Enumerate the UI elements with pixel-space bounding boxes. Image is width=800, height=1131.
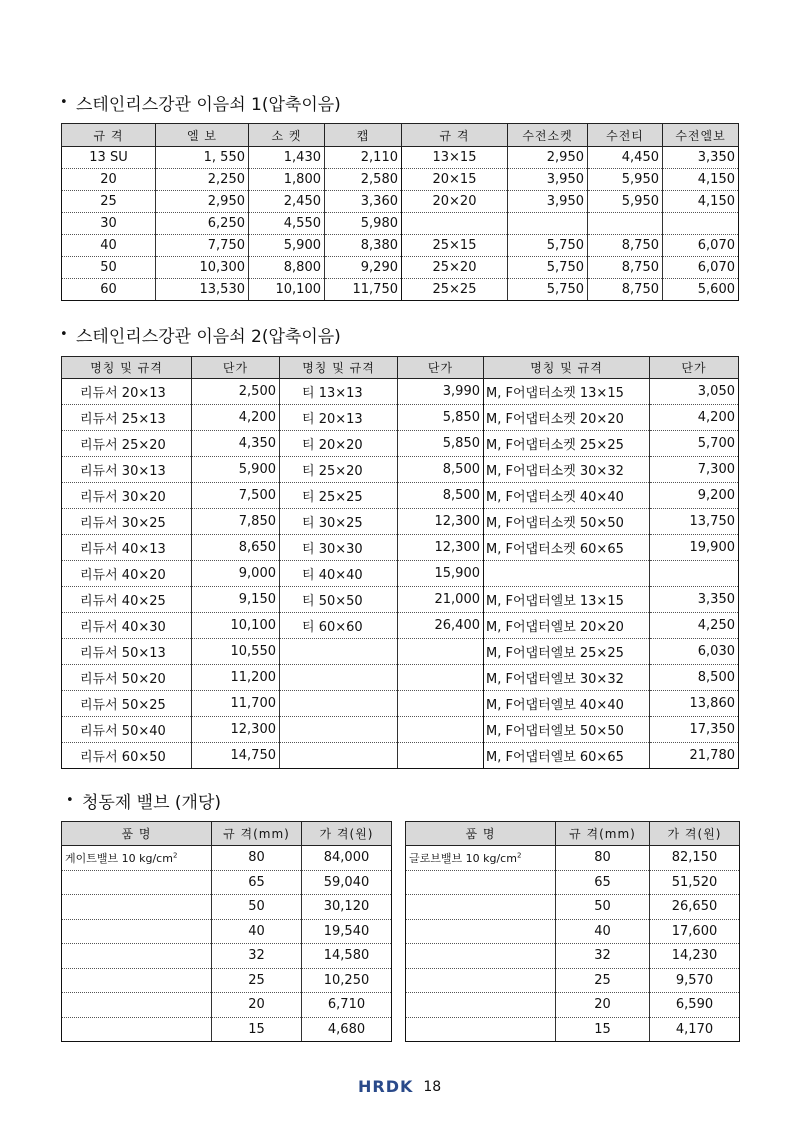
table-cell: M, F어댑터소켓 50×50 xyxy=(484,509,650,535)
table-cell: 6,030 xyxy=(650,639,739,665)
table-cell: 8,500 xyxy=(398,483,484,509)
table-cell: 25×15 xyxy=(402,235,508,257)
table-cell: 5,750 xyxy=(508,257,588,279)
valve-name-cell xyxy=(62,895,212,920)
table-cell: 17,350 xyxy=(650,717,739,743)
bullet-icon: • xyxy=(66,793,74,808)
table-row xyxy=(406,846,740,871)
section1-heading xyxy=(60,90,341,115)
table-cell: 티 25×20 xyxy=(280,457,398,483)
table-row xyxy=(406,968,740,993)
valve-name-cell xyxy=(406,993,556,1018)
table-cell xyxy=(280,665,398,691)
table-cell: M, F어댑터엘보 60×65 xyxy=(484,743,650,769)
table-row xyxy=(62,279,739,301)
table-cell xyxy=(484,561,650,587)
table-cell: 4,550 xyxy=(249,213,325,235)
globe-valve-table xyxy=(405,821,740,1042)
table-row xyxy=(62,213,739,235)
size-cell: 25 xyxy=(212,968,302,993)
table-cell: 30 xyxy=(62,213,156,235)
table-row xyxy=(62,587,739,613)
column-header: 캡 xyxy=(325,124,402,147)
table-cell: 8,650 xyxy=(192,535,280,561)
table-cell: 4,150 xyxy=(663,191,739,213)
column-header: 단가 xyxy=(650,357,739,379)
table-cell: 리듀서 20×13 xyxy=(62,379,192,405)
table-cell xyxy=(398,639,484,665)
table-row xyxy=(406,919,740,944)
table-row xyxy=(62,613,739,639)
size-cell: 15 xyxy=(212,1017,302,1042)
table-cell: 티 25×25 xyxy=(280,483,398,509)
table-cell: 8,380 xyxy=(325,235,402,257)
table-cell: 티 13×13 xyxy=(280,379,398,405)
valve-name-cell xyxy=(406,1017,556,1042)
table-cell: 1,430 xyxy=(249,147,325,169)
price-cell: 14,230 xyxy=(650,944,740,969)
table-row xyxy=(62,257,739,279)
table-cell: 6,070 xyxy=(663,257,739,279)
table-row xyxy=(62,1017,392,1042)
table-cell: 5,850 xyxy=(398,405,484,431)
table-cell: 5,900 xyxy=(249,235,325,257)
unit-superscript: 2 xyxy=(516,851,522,860)
table-cell: 리듀서 25×13 xyxy=(62,405,192,431)
table-cell: 10,100 xyxy=(192,613,280,639)
table-cell: M, F어댑터소켓 30×32 xyxy=(484,457,650,483)
price-cell: 4,680 xyxy=(302,1017,392,1042)
valve-name-cell xyxy=(62,944,212,969)
table-cell: 5,850 xyxy=(398,431,484,457)
table-row xyxy=(406,993,740,1018)
table-cell: 9,000 xyxy=(192,561,280,587)
table-row xyxy=(62,993,392,1018)
table-cell: 25×20 xyxy=(402,257,508,279)
table-cell xyxy=(398,665,484,691)
table-row xyxy=(406,895,740,920)
table-cell: 8,500 xyxy=(650,665,739,691)
table-cell: 티 40×40 xyxy=(280,561,398,587)
table-cell: 리듀서 50×40 xyxy=(62,717,192,743)
table-cell: 2,950 xyxy=(156,191,249,213)
valve-name-cell xyxy=(62,968,212,993)
table-cell: M, F어댑터엘보 40×40 xyxy=(484,691,650,717)
table-cell: 2,250 xyxy=(156,169,249,191)
table-cell: 1, 550 xyxy=(156,147,249,169)
table-row xyxy=(62,431,739,457)
page-number: 18 xyxy=(423,1078,442,1095)
table-row xyxy=(406,1017,740,1042)
size-cell: 20 xyxy=(212,993,302,1018)
table-cell: 5,750 xyxy=(508,235,588,257)
section3-title: 청동제 밸브 (개당) xyxy=(82,793,222,813)
table-row xyxy=(62,743,739,769)
size-cell: 65 xyxy=(556,870,650,895)
column-header: 소 켓 xyxy=(249,124,325,147)
table-cell: M, F어댑터소켓 13×15 xyxy=(484,379,650,405)
table-cell: 리듀서 40×30 xyxy=(62,613,192,639)
size-cell: 40 xyxy=(212,919,302,944)
table-cell: 13×15 xyxy=(402,147,508,169)
price-cell: 14,580 xyxy=(302,944,392,969)
table-cell: 20×15 xyxy=(402,169,508,191)
table-row xyxy=(62,968,392,993)
table-cell: 25 xyxy=(62,191,156,213)
table-cell: 6,250 xyxy=(156,213,249,235)
column-header: 단가 xyxy=(398,357,484,379)
table-cell: 5,700 xyxy=(650,431,739,457)
table-row xyxy=(62,639,739,665)
table-cell: 티 50×50 xyxy=(280,587,398,613)
table-cell: 4,200 xyxy=(192,405,280,431)
table-cell: 7,300 xyxy=(650,457,739,483)
table-cell: 리듀서 30×13 xyxy=(62,457,192,483)
table-cell: 19,900 xyxy=(650,535,739,561)
valve-name-cell xyxy=(62,993,212,1018)
table-cell: 리듀서 25×20 xyxy=(62,431,192,457)
table-cell: 9,290 xyxy=(325,257,402,279)
table-cell: M, F어댑터소켓 20×20 xyxy=(484,405,650,431)
table-cell: 티 30×25 xyxy=(280,509,398,535)
page-footer xyxy=(358,1077,441,1096)
column-header: 수전엘보 xyxy=(663,124,739,147)
column-header: 규 격 xyxy=(62,124,156,147)
valve-name-cell xyxy=(62,870,212,895)
table-cell xyxy=(663,213,739,235)
table-cell: 리듀서 40×13 xyxy=(62,535,192,561)
unit-superscript: 2 xyxy=(172,851,178,860)
table-cell: 20×20 xyxy=(402,191,508,213)
table-cell: 8,800 xyxy=(249,257,325,279)
table-row xyxy=(62,919,392,944)
table-cell: 13 SU xyxy=(62,147,156,169)
column-header: 수전소켓 xyxy=(508,124,588,147)
column-header: 단가 xyxy=(192,357,280,379)
section2-heading xyxy=(60,322,341,347)
table-cell xyxy=(398,717,484,743)
price-cell: 9,570 xyxy=(650,968,740,993)
table-cell: 2,450 xyxy=(249,191,325,213)
table-cell: 4,250 xyxy=(650,613,739,639)
table-cell: 60 xyxy=(62,279,156,301)
table-cell: 리듀서 30×20 xyxy=(62,483,192,509)
table-cell: 3,350 xyxy=(663,147,739,169)
table-cell: 20 xyxy=(62,169,156,191)
size-cell: 80 xyxy=(556,846,650,871)
table-row xyxy=(62,169,739,191)
table-cell: 10,100 xyxy=(249,279,325,301)
size-cell: 15 xyxy=(556,1017,650,1042)
table-cell xyxy=(280,691,398,717)
table-row xyxy=(62,483,739,509)
table-cell: 5,600 xyxy=(663,279,739,301)
table-row xyxy=(62,691,739,717)
table-cell: 리듀서 60×50 xyxy=(62,743,192,769)
table-row xyxy=(406,870,740,895)
table-cell: 리듀서 50×25 xyxy=(62,691,192,717)
table-cell: 7,500 xyxy=(192,483,280,509)
size-cell: 50 xyxy=(556,895,650,920)
table-cell xyxy=(280,639,398,665)
table-cell: 5,900 xyxy=(192,457,280,483)
table-cell: 티 20×20 xyxy=(280,431,398,457)
bullet-icon: • xyxy=(60,327,68,342)
price-cell: 51,520 xyxy=(650,870,740,895)
table-row xyxy=(62,191,739,213)
table-cell: 리듀서 30×25 xyxy=(62,509,192,535)
table-cell: 티 30×30 xyxy=(280,535,398,561)
valve-name-cell xyxy=(406,870,556,895)
table-row xyxy=(62,870,392,895)
price-cell: 30,120 xyxy=(302,895,392,920)
bullet-icon: • xyxy=(60,95,68,110)
table-row xyxy=(62,717,739,743)
table-cell: 3,990 xyxy=(398,379,484,405)
table-cell: 9,200 xyxy=(650,483,739,509)
table-cell xyxy=(398,743,484,769)
table-cell: 25×25 xyxy=(402,279,508,301)
section2-title: 스테인리스강관 이음쇠 2(압축이음) xyxy=(76,327,341,347)
table-cell: 12,300 xyxy=(192,717,280,743)
table-row xyxy=(62,846,392,871)
table-row xyxy=(62,561,739,587)
table-cell: 21,780 xyxy=(650,743,739,769)
table-cell: M, F어댑터엘보 30×32 xyxy=(484,665,650,691)
size-cell: 40 xyxy=(556,919,650,944)
table-cell: 9,150 xyxy=(192,587,280,613)
table-cell: 3,950 xyxy=(508,169,588,191)
column-header: 명칭 및 규격 xyxy=(280,357,398,379)
price-cell: 10,250 xyxy=(302,968,392,993)
size-cell: 32 xyxy=(212,944,302,969)
hrdk-logo: HRDK xyxy=(358,1077,414,1096)
table-cell: 5,980 xyxy=(325,213,402,235)
table-cell: 12,300 xyxy=(398,535,484,561)
table-cell: 5,950 xyxy=(588,169,663,191)
table-cell xyxy=(650,561,739,587)
table-cell: 26,400 xyxy=(398,613,484,639)
table-cell: 7,750 xyxy=(156,235,249,257)
table-cell: 5,950 xyxy=(588,191,663,213)
table-cell: 13,750 xyxy=(650,509,739,535)
column-header: 규 격(mm) xyxy=(212,822,302,846)
table-cell: M, F어댑터소켓 60×65 xyxy=(484,535,650,561)
table-cell: 8,500 xyxy=(398,457,484,483)
valve-name-cell xyxy=(62,1017,212,1042)
table-row xyxy=(62,665,739,691)
column-header: 품 명 xyxy=(62,822,212,846)
valve-name-cell xyxy=(62,919,212,944)
column-header: 가 격(원) xyxy=(650,822,740,846)
table-cell: 40 xyxy=(62,235,156,257)
table-cell: 7,850 xyxy=(192,509,280,535)
fittings1-table xyxy=(61,123,739,301)
table-cell xyxy=(280,743,398,769)
table-cell: 2,110 xyxy=(325,147,402,169)
table-cell: 6,070 xyxy=(663,235,739,257)
table-cell: 리듀서 50×20 xyxy=(62,665,192,691)
section1-title: 스테인리스강관 이음쇠 1(압축이음) xyxy=(76,95,341,115)
table-cell xyxy=(402,213,508,235)
table-cell xyxy=(280,717,398,743)
table-cell: 15,900 xyxy=(398,561,484,587)
size-cell: 32 xyxy=(556,944,650,969)
table-row xyxy=(62,147,739,169)
table-cell: 3,350 xyxy=(650,587,739,613)
price-cell: 6,590 xyxy=(650,993,740,1018)
table-cell: 10,300 xyxy=(156,257,249,279)
table-cell: 1,800 xyxy=(249,169,325,191)
table-cell: 티 20×13 xyxy=(280,405,398,431)
fittings2-table xyxy=(61,356,739,769)
table-cell xyxy=(508,213,588,235)
table-cell: 21,000 xyxy=(398,587,484,613)
table-cell: 리듀서 50×13 xyxy=(62,639,192,665)
column-header: 규 격 xyxy=(402,124,508,147)
table-cell: M, F어댑터소켓 25×25 xyxy=(484,431,650,457)
table-cell: 11,700 xyxy=(192,691,280,717)
table-cell: 8,750 xyxy=(588,235,663,257)
table-cell: 11,750 xyxy=(325,279,402,301)
section3-heading xyxy=(66,788,221,813)
size-cell: 20 xyxy=(556,993,650,1018)
table-cell: 4,200 xyxy=(650,405,739,431)
column-header: 규 격(mm) xyxy=(556,822,650,846)
price-cell: 17,600 xyxy=(650,919,740,944)
table-row xyxy=(62,509,739,535)
table-cell: 2,580 xyxy=(325,169,402,191)
table-cell: 12,300 xyxy=(398,509,484,535)
column-header: 엘 보 xyxy=(156,124,249,147)
price-cell: 19,540 xyxy=(302,919,392,944)
table-cell: 11,200 xyxy=(192,665,280,691)
valve-name-cell xyxy=(406,944,556,969)
price-cell: 4,170 xyxy=(650,1017,740,1042)
table-cell: 티 60×60 xyxy=(280,613,398,639)
table-cell: M, F어댑터엘보 20×20 xyxy=(484,613,650,639)
gate-valve-table xyxy=(61,821,392,1042)
size-cell: 65 xyxy=(212,870,302,895)
table-cell: M, F어댑터엘보 25×25 xyxy=(484,639,650,665)
column-header: 명칭 및 규격 xyxy=(484,357,650,379)
column-header: 명칭 및 규격 xyxy=(62,357,192,379)
table-row xyxy=(406,944,740,969)
table-cell: 10,550 xyxy=(192,639,280,665)
table-cell: M, F어댑터엘보 13×15 xyxy=(484,587,650,613)
table-row xyxy=(62,379,739,405)
size-cell: 50 xyxy=(212,895,302,920)
table-cell: 3,360 xyxy=(325,191,402,213)
table-cell: 리듀서 40×25 xyxy=(62,587,192,613)
table-row xyxy=(62,235,739,257)
valve-name-cell: 게이트밸브 10 $kg/cm^2$ xyxy=(62,846,212,871)
price-cell: 59,040 xyxy=(302,870,392,895)
table-row xyxy=(62,535,739,561)
valve-name-cell xyxy=(406,895,556,920)
valve-name-cell xyxy=(406,968,556,993)
table-cell: 13,860 xyxy=(650,691,739,717)
table-cell: 4,450 xyxy=(588,147,663,169)
table-cell xyxy=(588,213,663,235)
price-cell: 84,000 xyxy=(302,846,392,871)
table-cell: 13,530 xyxy=(156,279,249,301)
size-cell: 25 xyxy=(556,968,650,993)
price-cell: 82,150 xyxy=(650,846,740,871)
price-cell: 26,650 xyxy=(650,895,740,920)
column-header: 품 명 xyxy=(406,822,556,846)
size-cell: 80 xyxy=(212,846,302,871)
table-cell: 리듀서 40×20 xyxy=(62,561,192,587)
table-cell: 14,750 xyxy=(192,743,280,769)
table-cell: 50 xyxy=(62,257,156,279)
table-cell: 3,050 xyxy=(650,379,739,405)
table-cell: 4,150 xyxy=(663,169,739,191)
table-row xyxy=(62,944,392,969)
table-row xyxy=(62,895,392,920)
table-cell: 2,950 xyxy=(508,147,588,169)
table-cell: 8,750 xyxy=(588,257,663,279)
valve-name-cell: 글로브밸브 10 $kg/cm^2$ xyxy=(406,846,556,871)
table-cell: M, F어댑터소켓 40×40 xyxy=(484,483,650,509)
table-cell: M, F어댑터엘보 50×50 xyxy=(484,717,650,743)
table-cell: 5,750 xyxy=(508,279,588,301)
price-cell: 6,710 xyxy=(302,993,392,1018)
table-cell: 8,750 xyxy=(588,279,663,301)
column-header: 수전티 xyxy=(588,124,663,147)
table-cell: 4,350 xyxy=(192,431,280,457)
table-cell xyxy=(398,691,484,717)
column-header: 가 격(원) xyxy=(302,822,392,846)
table-cell: 3,950 xyxy=(508,191,588,213)
valve-name-cell xyxy=(406,919,556,944)
table-row xyxy=(62,405,739,431)
table-cell: 2,500 xyxy=(192,379,280,405)
table-row xyxy=(62,457,739,483)
